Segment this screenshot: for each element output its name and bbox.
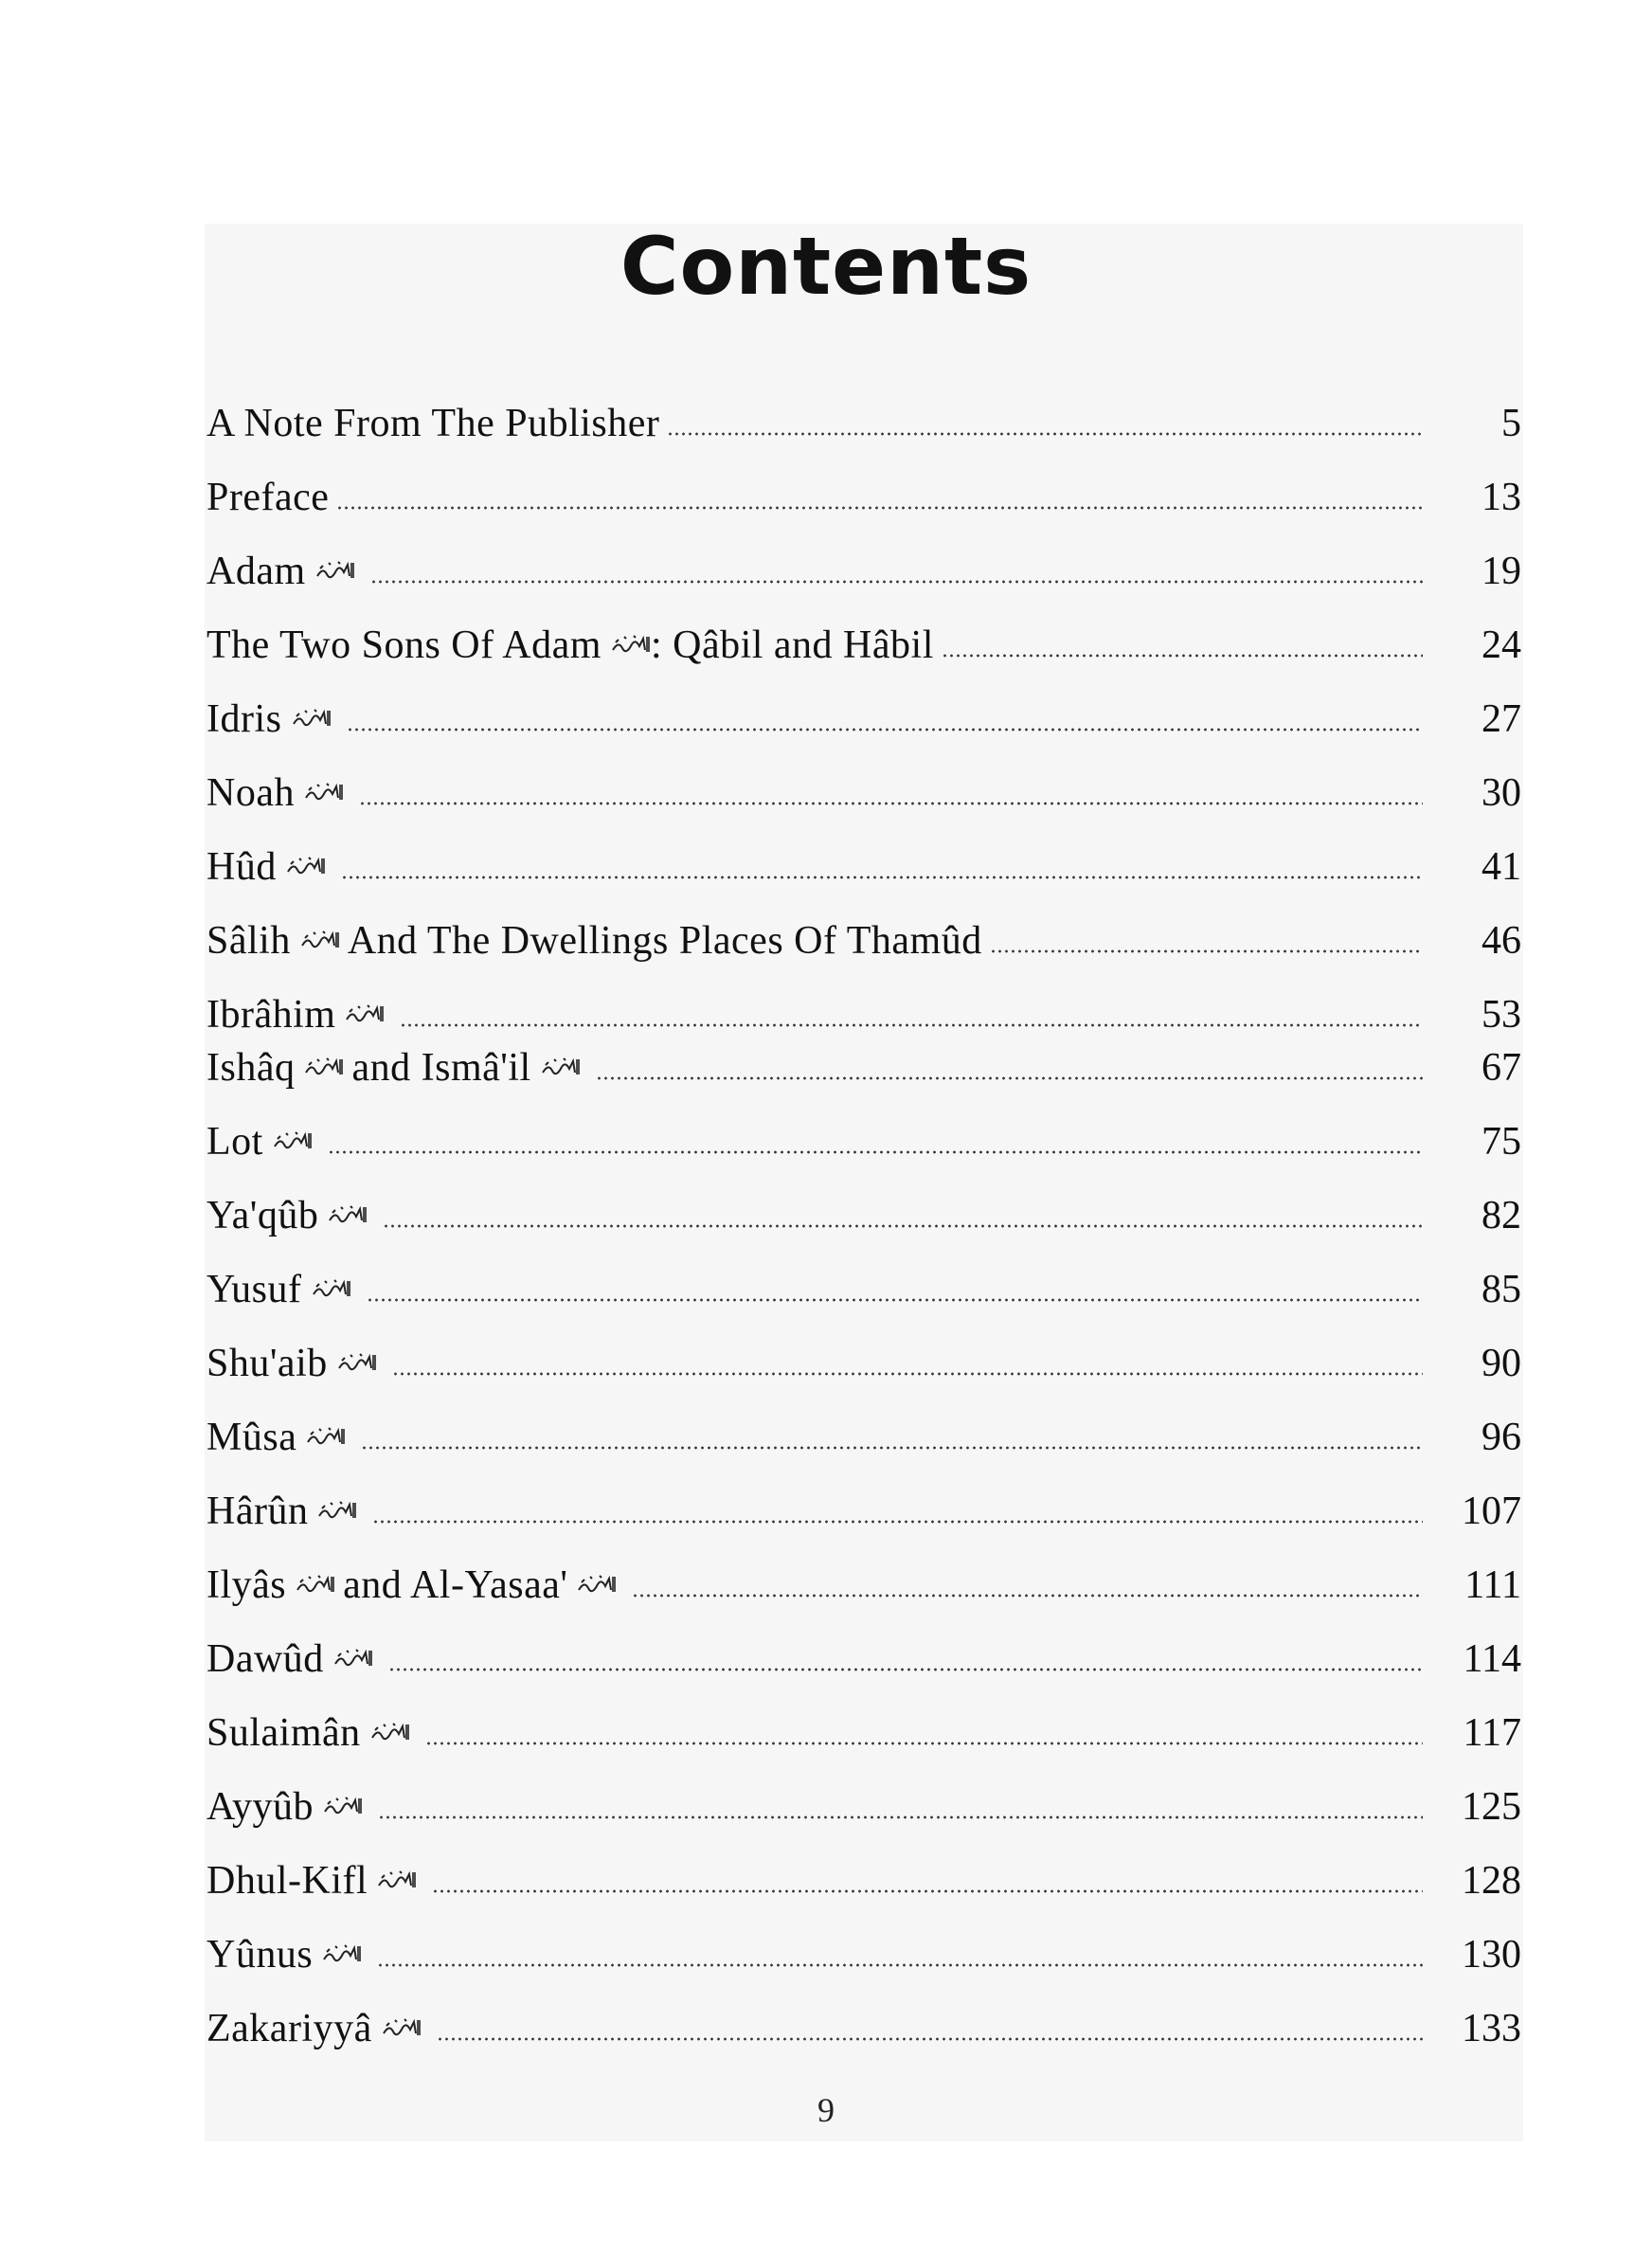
dot-leader [359, 802, 1423, 805]
dot-leader [383, 1224, 1423, 1228]
toc-entry-page-number: 82 [1481, 1194, 1521, 1237]
honorific-calligraphy-icon [312, 1277, 351, 1300]
toc-entry-page-number: 24 [1481, 623, 1521, 667]
dot-leader [425, 1742, 1423, 1745]
toc-entry-page-number: 128 [1462, 1859, 1521, 1903]
toc-entry-title-text: Yûnus [206, 1933, 314, 1977]
toc-entry-title-continuation: : Qâbil and Hâbil [650, 623, 934, 667]
toc-entry-page-number: 117 [1463, 1711, 1521, 1755]
toc-entry-title-continuation: and Ismâ'il [351, 1046, 531, 1090]
toc-entry [206, 1484, 1521, 1539]
toc-entry [206, 840, 1521, 894]
toc-entry-page-number: 13 [1481, 476, 1521, 519]
dot-leader [361, 1446, 1423, 1450]
honorific-calligraphy-icon [345, 1002, 385, 1025]
honorific-calligraphy-icon [382, 2016, 422, 2039]
toc-entry-title-text: Sâlih [206, 919, 291, 963]
toc-entry [206, 913, 1521, 968]
toc-entry-title [206, 913, 982, 968]
dot-leader [388, 1668, 1423, 1671]
toc-entry-page-number: 85 [1481, 1268, 1521, 1311]
page-title: Contents [620, 220, 1032, 313]
toc-entry-title [206, 840, 333, 894]
dot-leader [667, 432, 1423, 436]
toc-entry-page-number: 133 [1462, 2007, 1521, 2050]
toc-entry-page-number: 27 [1481, 697, 1521, 741]
toc-entry-page-number: 75 [1481, 1120, 1521, 1164]
toc-entry-title [206, 470, 329, 525]
dot-leader [432, 1889, 1423, 1893]
toc-entry [206, 1262, 1521, 1317]
toc-entry-title-text: Idris [206, 697, 282, 741]
toc-entry [206, 470, 1521, 525]
honorific-calligraphy-icon [286, 855, 326, 877]
toc-entry [206, 766, 1521, 821]
page-number: 9 [817, 2091, 835, 2129]
toc-entry [206, 1706, 1521, 1760]
dot-leader [377, 1963, 1423, 1967]
honorific-calligraphy-icon [370, 1721, 410, 1743]
honorific-calligraphy-icon [273, 1129, 313, 1152]
toc-entry [206, 396, 1521, 451]
toc-entry [206, 1040, 1521, 1095]
toc-entry-title [206, 396, 659, 451]
dot-leader [632, 1594, 1423, 1598]
toc-entry-page-number: 130 [1462, 1933, 1521, 1977]
toc-entry [206, 544, 1521, 599]
toc-entry-title-text: Ibrâhim [206, 993, 336, 1037]
toc-entry-title-text: Hûd [206, 845, 277, 889]
toc-entry-page-number: 41 [1481, 845, 1521, 889]
toc-entry-page-number: 53 [1481, 993, 1521, 1037]
toc-entry-title [206, 1706, 418, 1760]
toc-entry-page-number: 30 [1481, 771, 1521, 815]
dot-leader [336, 506, 1423, 510]
toc-entry [206, 1853, 1521, 1908]
honorific-calligraphy-icon [322, 1942, 362, 1965]
dot-leader [378, 1815, 1423, 1819]
toc-entry [206, 1410, 1521, 1465]
toc-entry-page-number: 46 [1481, 919, 1521, 963]
dot-leader [367, 1298, 1423, 1302]
honorific-calligraphy-icon [337, 1351, 377, 1374]
toc-entry-title-text: Ilyâs [206, 1563, 287, 1607]
toc-entry-title-text: Zakariyyâ [206, 2007, 372, 2050]
honorific-calligraphy-icon [377, 1869, 417, 1891]
honorific-calligraphy-icon [317, 1499, 357, 1522]
honorific-calligraphy-icon [292, 707, 332, 730]
toc-entry-title-text: Dawûd [206, 1637, 324, 1681]
toc-entry-page-number: 107 [1462, 1490, 1521, 1533]
toc-entry-page-number: 90 [1481, 1342, 1521, 1385]
toc-entry-title [206, 544, 363, 599]
dot-leader [437, 2037, 1423, 2041]
toc-entry-title-text: Hârûn [206, 1490, 309, 1533]
honorific-calligraphy-icon [611, 633, 651, 656]
toc-entry-title [206, 1632, 381, 1687]
toc-entry-page-number: 111 [1464, 1563, 1521, 1607]
honorific-calligraphy-icon [328, 1203, 368, 1226]
toc-entry-title-text: The Two Sons Of Adam [206, 623, 602, 667]
toc-entry-title-text: Sulaimân [206, 1711, 361, 1755]
toc-entry-title-text: Dhul-Kifl [206, 1859, 368, 1903]
toc-entry-title [206, 1262, 359, 1317]
toc-entry [206, 1927, 1521, 1982]
toc-entry-title [206, 692, 339, 747]
toc-entry-title [206, 1040, 588, 1095]
toc-entry-title [206, 1336, 385, 1391]
toc-entry-title [206, 1484, 365, 1539]
honorific-calligraphy-icon [541, 1056, 581, 1078]
toc-entry [206, 1114, 1521, 1169]
toc-entry-title-text: Mûsa [206, 1416, 297, 1459]
honorific-calligraphy-icon [300, 929, 340, 951]
toc-entry-page-number: 5 [1501, 402, 1521, 445]
honorific-calligraphy-icon [306, 1425, 346, 1448]
toc-entry-title [206, 1188, 375, 1243]
dot-leader [990, 949, 1423, 953]
honorific-calligraphy-icon [296, 1573, 335, 1596]
toc-entry [206, 2001, 1521, 2056]
toc-entry-page-number: 96 [1481, 1416, 1521, 1459]
honorific-calligraphy-icon [315, 559, 355, 582]
honorific-calligraphy-icon [333, 1647, 373, 1670]
toc-entry [206, 1558, 1521, 1613]
toc-entry-title-text: Ayyûb [206, 1785, 314, 1829]
toc-entry-title [206, 618, 934, 673]
toc-entry-title [206, 1779, 370, 1834]
dot-leader [341, 876, 1423, 879]
toc-entry [206, 618, 1521, 673]
honorific-calligraphy-icon [304, 781, 344, 803]
toc-entry-title [206, 2001, 429, 2056]
toc-entry [206, 1188, 1521, 1243]
honorific-calligraphy-icon [323, 1795, 363, 1817]
toc-entry [206, 692, 1521, 747]
toc-entry-title-text: Lot [206, 1120, 263, 1164]
toc-entry-title [206, 987, 392, 1042]
dot-leader [596, 1076, 1423, 1080]
toc-entry-page-number: 19 [1481, 550, 1521, 593]
toc-entry [206, 1632, 1521, 1687]
dot-leader [942, 654, 1423, 658]
toc-entry-title [206, 1558, 624, 1613]
dot-leader [400, 1023, 1423, 1027]
dot-leader [328, 1150, 1423, 1154]
honorific-calligraphy-icon [304, 1056, 344, 1078]
toc-entry-title-text: Yusuf [206, 1268, 302, 1311]
honorific-calligraphy-icon [577, 1573, 617, 1596]
toc-entry-page-number: 125 [1462, 1785, 1521, 1829]
toc-entry-title-text: Ya'qûb [206, 1194, 319, 1237]
toc-entry-title-text: Adam [206, 550, 306, 593]
toc-entry [206, 987, 1521, 1042]
dot-leader [372, 1520, 1423, 1524]
toc-entry-page-number: 114 [1463, 1637, 1521, 1681]
toc-entry-title-text: Preface [206, 476, 330, 519]
toc-entry-page-number: 67 [1481, 1046, 1521, 1090]
toc-entry-title-text: A Note From The Publisher [206, 402, 660, 445]
toc-entry-title [206, 766, 351, 821]
toc-entry-title-continuation: and Al-Yasaa' [343, 1563, 568, 1607]
toc-entry-title [206, 1114, 320, 1169]
toc-entry-title-text: Noah [206, 771, 295, 815]
dot-leader [347, 728, 1424, 731]
toc-entry-title-text: Ishâq [206, 1046, 296, 1090]
toc-entry-title [206, 1410, 353, 1465]
dot-leader [370, 580, 1423, 584]
toc-entry-title-continuation: And The Dwellings Places Of Thamûd [347, 919, 982, 963]
toc-entry [206, 1779, 1521, 1834]
toc-entry-title-text: Shu'aib [206, 1342, 328, 1385]
toc-entry [206, 1336, 1521, 1391]
toc-entry-title [206, 1853, 424, 1908]
dot-leader [392, 1372, 1423, 1376]
toc-entry-title [206, 1927, 369, 1982]
